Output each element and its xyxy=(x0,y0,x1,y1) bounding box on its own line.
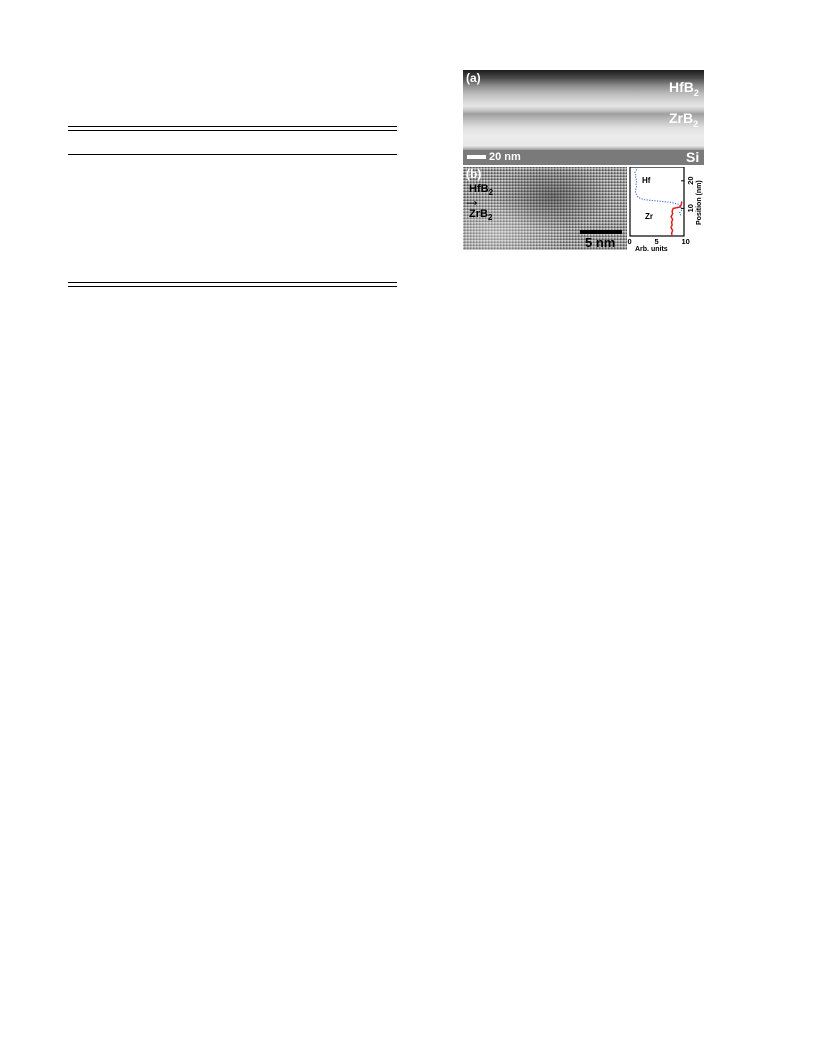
interface-arrow-icon: → xyxy=(463,190,481,210)
y-tick-label: 10 xyxy=(686,204,695,213)
series-label-hf: Hf xyxy=(642,176,651,185)
panel-a-tag: (a) xyxy=(466,71,481,85)
table-top-rule-double xyxy=(68,130,397,131)
y-axis-label: Position (nm) xyxy=(696,180,703,225)
layer-label-hfb2-b: HfB$_2$ xyxy=(469,183,494,198)
y-tick-label: 20 xyxy=(686,176,695,185)
figure-panel-b xyxy=(463,167,627,250)
x-axis-label: Arb. units xyxy=(635,246,668,253)
layer-label-zrb2-b: ZrB$_2$ xyxy=(469,208,493,223)
composition-profile-chart xyxy=(627,167,717,257)
figure-panel-a xyxy=(463,70,704,165)
layer-label-si: Si xyxy=(686,149,700,165)
x-tick-label: 10 xyxy=(681,237,690,246)
x-tick-label: 0 xyxy=(627,237,632,246)
x-tick-label: 5 xyxy=(654,237,659,246)
table-top-rule xyxy=(68,126,397,127)
profile-plot-svg xyxy=(627,167,717,257)
table-header-rule xyxy=(68,154,397,155)
table-bottom-rule xyxy=(68,282,397,283)
table-bottom-rule-double xyxy=(68,286,397,287)
layer-label-zrb2: ZrB$_2$ xyxy=(669,110,699,129)
scale-bar-b-label: 5 nm xyxy=(585,235,616,250)
panel-b-tag: (b) xyxy=(466,167,482,181)
layer-label-hfb2: HfB$_2$ xyxy=(669,79,699,98)
scale-bar-a-label: 20 nm xyxy=(489,151,521,163)
series-label-zr: Zr xyxy=(645,212,653,221)
scale-bar-a xyxy=(467,155,486,159)
scale-bar-b xyxy=(580,230,622,234)
